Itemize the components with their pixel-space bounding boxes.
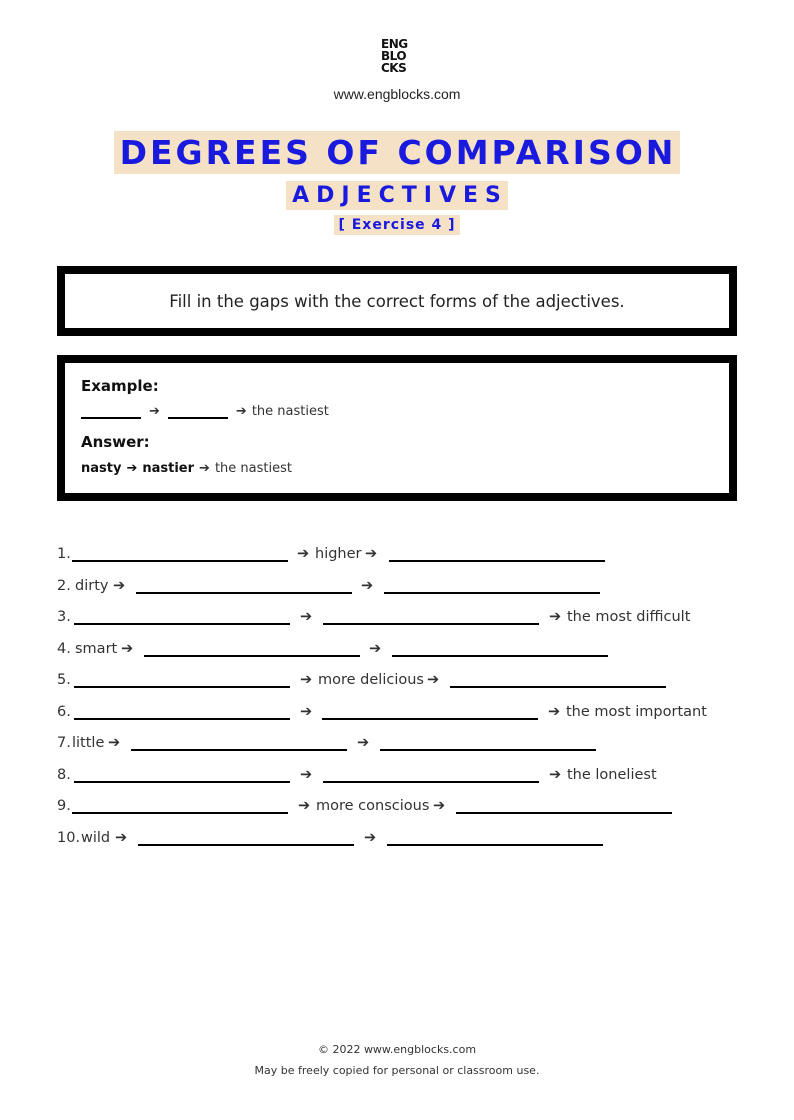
arrow-icon: ➔ [300, 704, 313, 720]
answer-blank[interactable] [74, 702, 290, 720]
answer-blank[interactable] [74, 670, 290, 688]
answer-blank[interactable] [450, 670, 666, 688]
question-row [57, 792, 757, 814]
answer-blank[interactable] [136, 576, 352, 594]
question-number: 2. [57, 578, 71, 594]
instruction-box [57, 266, 737, 336]
given-form: more conscious [316, 798, 430, 814]
answer-blank[interactable] [72, 796, 288, 814]
given-form: the most important [566, 704, 707, 720]
arrow-icon: ➔ [113, 578, 126, 594]
arrow-icon: ➔ [357, 735, 370, 751]
answer-blank[interactable] [323, 765, 539, 783]
example-blank [81, 403, 141, 419]
answer-label: Answer: [81, 433, 150, 451]
site-url[interactable]: www.engblocks.com [333, 86, 461, 102]
question-number: 6. [57, 704, 71, 720]
answer-blank[interactable] [74, 607, 290, 625]
answer-blank[interactable] [389, 544, 605, 562]
arrow-icon: ➔ [126, 461, 138, 476]
question-row [57, 666, 757, 688]
worksheet-title: DEGREES OF COMPARISON [114, 131, 681, 174]
question-number: 8. [57, 767, 71, 783]
given-form: little [72, 735, 105, 751]
arrow-icon: ➔ [108, 735, 121, 751]
arrow-icon: ➔ [297, 546, 310, 562]
example-blank [168, 403, 228, 419]
arrow-icon: ➔ [115, 830, 128, 846]
answer-blank[interactable] [380, 733, 596, 751]
question-number: 9. [57, 798, 71, 814]
question-row [57, 540, 757, 562]
arrow-icon: ➔ [433, 798, 446, 814]
arrow-icon: ➔ [369, 641, 382, 657]
answer-positive: nasty [81, 461, 122, 476]
given-form: wild [81, 830, 111, 846]
answer-blank[interactable] [387, 828, 603, 846]
given-form: the loneliest [567, 767, 657, 783]
example-box [57, 355, 737, 501]
question-row [57, 635, 757, 657]
arrow-icon: ➔ [300, 609, 313, 625]
instruction-text: Fill in the gaps with the correct forms of the adjectives. [169, 291, 625, 311]
answer-blank[interactable] [144, 639, 360, 657]
answer-blank[interactable] [322, 702, 538, 720]
arrow-icon: ➔ [235, 404, 247, 419]
arrow-icon: ➔ [427, 672, 440, 688]
question-row [57, 572, 757, 594]
logo-line: CKS [381, 61, 407, 75]
question-number: 7. [57, 735, 71, 751]
engblocks-logo [381, 38, 415, 74]
answer-comparative: nastier [142, 461, 195, 476]
example-line [81, 403, 329, 419]
footer-copyright: © 2022 www.engblocks.com [317, 1043, 477, 1056]
question-row [57, 729, 757, 751]
question-number: 10. [57, 830, 81, 846]
arrow-icon: ➔ [364, 830, 377, 846]
arrow-icon: ➔ [298, 798, 311, 814]
given-form: higher [315, 546, 362, 562]
question-number: 3. [57, 609, 71, 625]
arrow-icon: ➔ [365, 546, 378, 562]
exercise-label: [ Exercise 4 ] [334, 215, 459, 235]
arrow-icon: ➔ [300, 672, 313, 688]
question-number: 1. [57, 546, 71, 562]
given-form: the most difficult [567, 609, 691, 625]
answer-blank[interactable] [456, 796, 672, 814]
answer-blank[interactable] [323, 607, 539, 625]
question-number: 4. [57, 641, 71, 657]
answer-blank[interactable] [72, 544, 288, 562]
logo-line: ENG [381, 37, 408, 51]
question-number: 5. [57, 672, 71, 688]
arrow-icon: ➔ [149, 404, 160, 419]
footer-note: May be freely copied for personal or classroom use. [254, 1064, 540, 1077]
arrow-icon: ➔ [361, 578, 374, 594]
answer-blank[interactable] [392, 639, 608, 657]
answer-blank[interactable] [131, 733, 347, 751]
answer-superlative: the nastiest [214, 461, 292, 476]
question-row [57, 603, 757, 625]
arrow-icon: ➔ [548, 704, 561, 720]
given-form: more delicious [318, 672, 424, 688]
arrow-icon: ➔ [121, 641, 134, 657]
example-given: the nastiest [251, 404, 329, 419]
logo-line: BLO [381, 49, 407, 63]
arrow-icon: ➔ [199, 461, 210, 476]
answer-blank[interactable] [138, 828, 354, 846]
arrow-icon: ➔ [549, 609, 562, 625]
arrow-icon: ➔ [300, 767, 313, 783]
answer-blank[interactable] [384, 576, 600, 594]
arrow-icon: ➔ [549, 767, 562, 783]
answer-line [81, 461, 292, 476]
given-form: smart [75, 641, 118, 657]
question-row [57, 698, 757, 720]
question-row [57, 824, 757, 846]
given-form: dirty [75, 578, 109, 594]
question-row [57, 761, 757, 783]
worksheet-subtitle: ADJECTIVES [286, 181, 508, 210]
example-label: Example: [81, 377, 159, 395]
answer-blank[interactable] [74, 765, 290, 783]
